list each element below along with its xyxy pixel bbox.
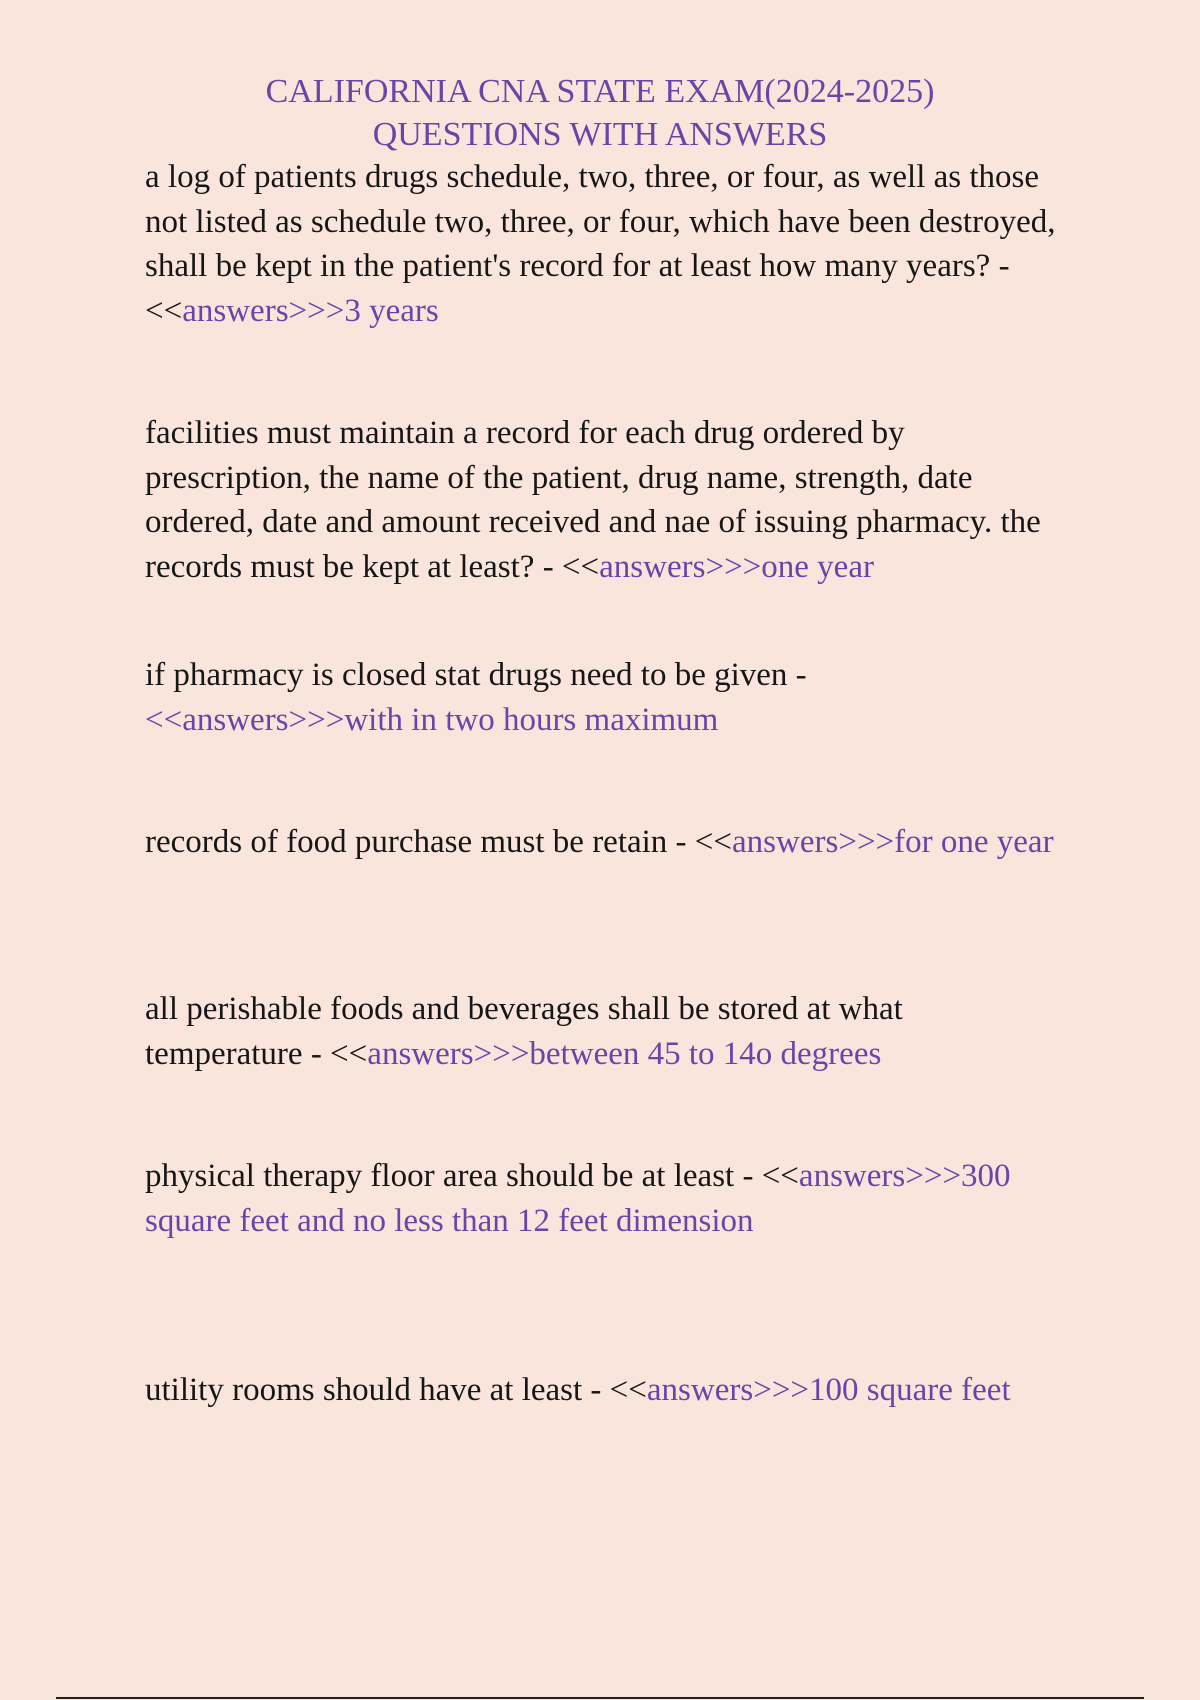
- qa-item-3: [145, 653, 1065, 742]
- answer-text: answers>>>300 square feet and no less than 12 feet dimension: [145, 1158, 1011, 1239]
- qa-item-5: [145, 987, 1065, 1076]
- title-line-2: QUESTIONS WITH ANSWERS: [372, 116, 828, 153]
- page-title: [0, 70, 1200, 156]
- footer-divider: [56, 1697, 1144, 1699]
- question-text: all perishable foods and beverages shall be stored at what temperature - <<: [145, 991, 903, 1072]
- qa-item-4: [145, 820, 1065, 865]
- question-text: utility rooms should have at least - <<: [145, 1372, 647, 1408]
- answer-text: answers>>>3 years: [182, 292, 439, 329]
- qa-item-7: [145, 1368, 1065, 1413]
- question-text: physical therapy floor area should be at least - <<: [145, 1158, 799, 1194]
- question-text: a log of patients drugs schedule, two, three, or four, as well as those not listed as schedule two, three, or four, which have been destroyed, shall be kept in the patient's record for at least how many years? - <<: [145, 159, 1056, 329]
- question-text: records of food purchase must be retain - <<: [145, 824, 733, 860]
- question-text: facilities must maintain a record for each drug ordered by prescription, the name of the patient, drug name, strength, date ordered, date and amount received and nae of issuing pharmacy. the records must be kept at least? - <<: [145, 415, 1041, 585]
- qa-item-1: [145, 155, 1065, 333]
- answer-text: answers>>>between 45 to 14o degrees: [367, 1035, 882, 1072]
- answer-text: answers>>>for one year: [732, 824, 1054, 860]
- answer-text: answers>>>100 square feet: [646, 1372, 1011, 1408]
- qa-item-6: [145, 1154, 1065, 1243]
- answer-text: answers>>>one year: [599, 548, 874, 585]
- qa-item-2: [145, 411, 1065, 589]
- question-text: if pharmacy is closed stat drugs need to be given -: [145, 657, 807, 693]
- title-line-1: CALIFORNIA CNA STATE EXAM(2024-2025): [265, 73, 935, 110]
- answer-text: <<answers>>>with in two hours maximum: [145, 701, 719, 738]
